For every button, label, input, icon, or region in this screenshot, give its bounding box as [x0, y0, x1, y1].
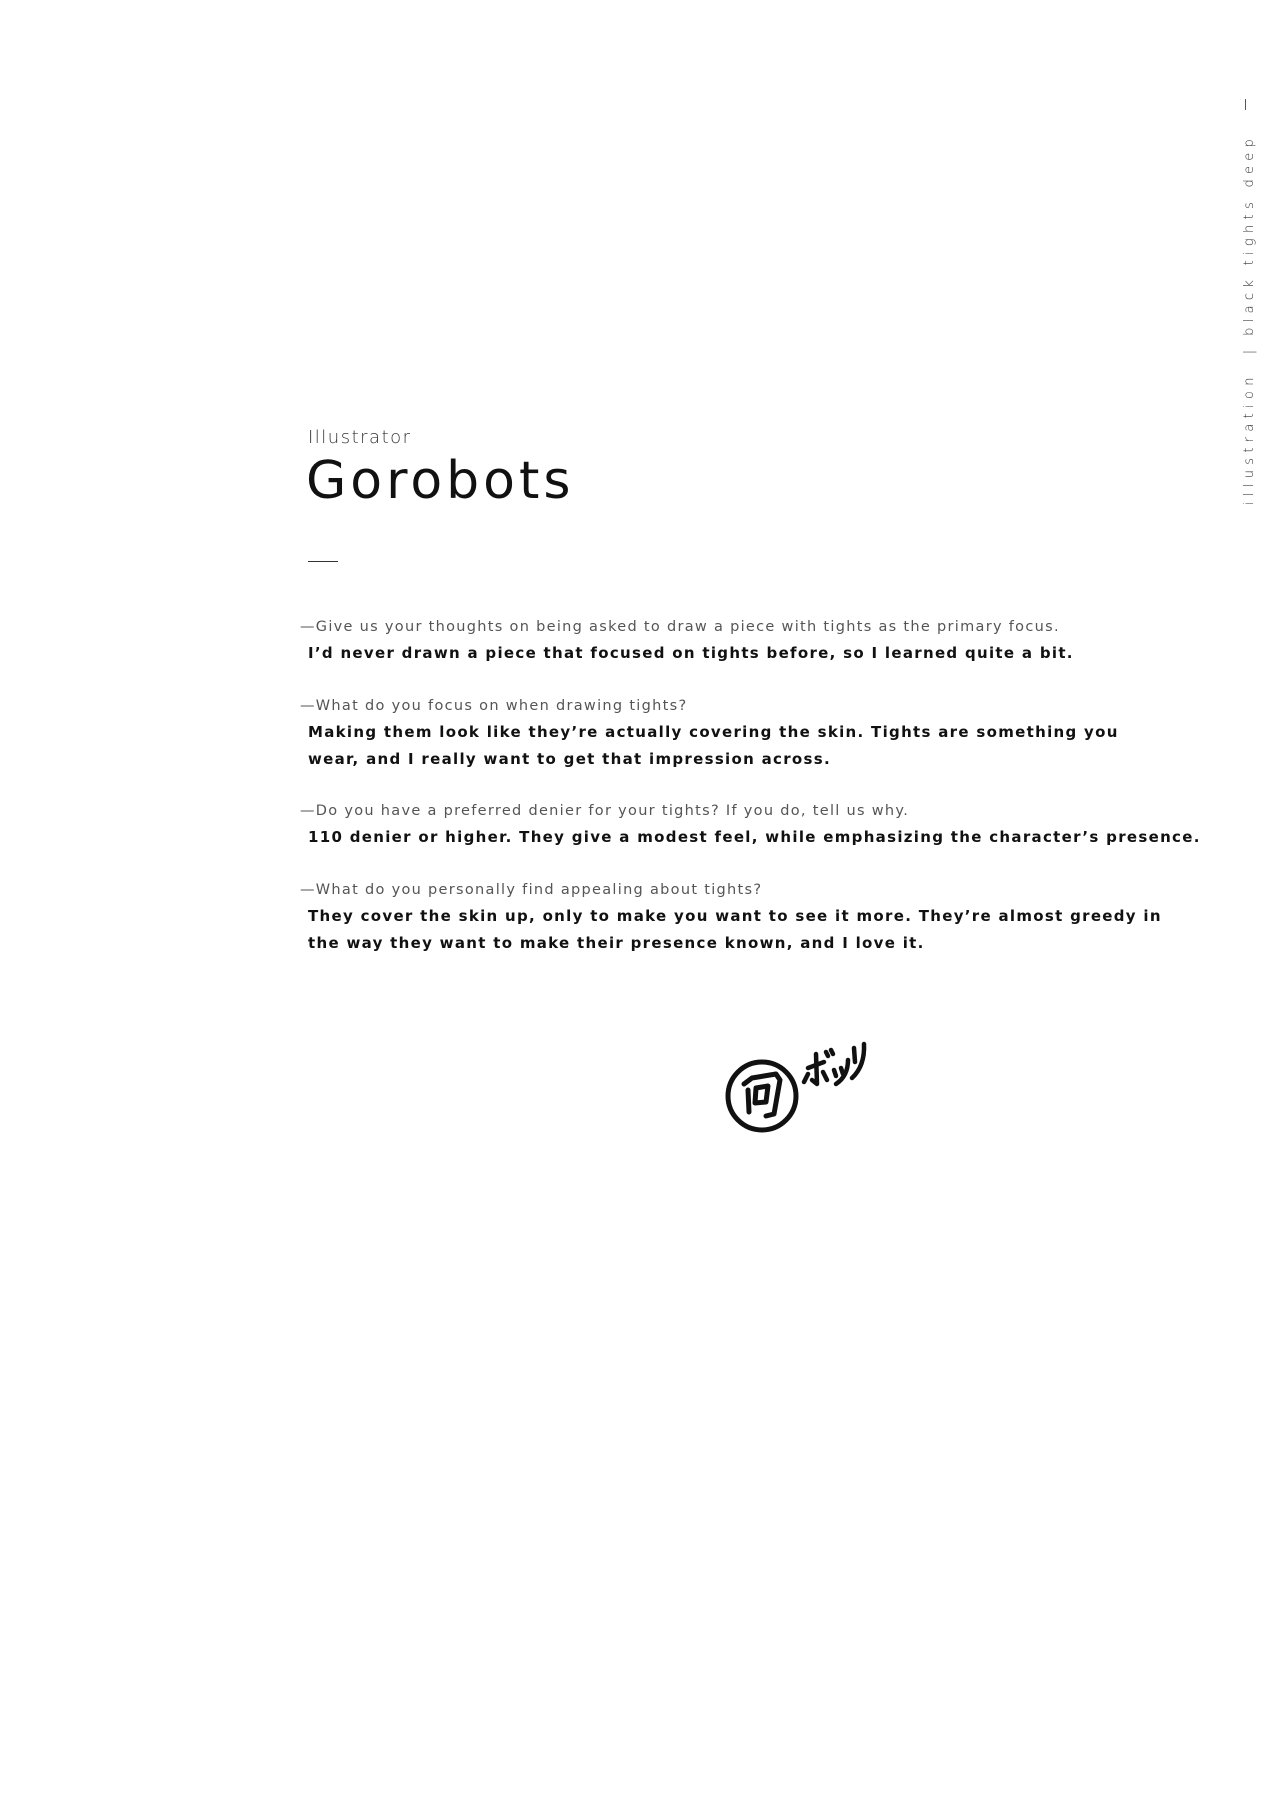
side-separator: |	[1242, 349, 1257, 355]
side-topic-label: black tights deep	[1242, 133, 1257, 336]
answer-2-line-1: Making them look like they’re actually covering the skin. Tights are something you	[308, 723, 1119, 741]
answer-4-line-1: They cover the skin up, only to make you want to see it more. They’re almost greedy in	[308, 907, 1162, 925]
artist-role: Illustrator	[308, 427, 412, 448]
question-1: —Give us your thoughts on being asked to draw a piece with tights as the primary focus.	[300, 619, 1060, 635]
answer-3-line-1: 110 denier or higher. They give a modest feel, while emphasizing the character’s presence.	[308, 828, 1201, 846]
signature-mark-left	[748, 1090, 749, 1112]
qa-block-2	[300, 693, 1119, 772]
answer-2-line-2: wear, and I really want to get that impression across.	[308, 749, 831, 768]
signature-katakana	[804, 1044, 864, 1084]
artist-name: Gorobots	[306, 451, 575, 511]
signature-circle	[728, 1062, 796, 1130]
side-label-text	[1242, 134, 1257, 505]
artist-signature-logo	[722, 1040, 872, 1140]
question-3: —Do you have a preferred denier for your tights? If you do, tell us why.	[300, 803, 910, 819]
qa-block-3	[300, 798, 1201, 851]
side-section-label: illustration	[1242, 372, 1257, 505]
qa-block-4	[300, 877, 1162, 956]
qa-block-1	[300, 614, 1074, 667]
signature-mark-inner	[755, 1086, 768, 1103]
answer-4-line-2: the way they want to make their presence known, and I love it.	[308, 933, 925, 952]
answer-1-line-1: I’d never drawn a piece that focused on tights before, so I learned quite a bit.	[308, 644, 1074, 662]
question-2: —What do you focus on when drawing tights?	[300, 698, 688, 714]
question-4: —What do you personally find appealing about tights?	[300, 882, 763, 898]
side-label	[1220, 95, 1260, 515]
title-divider	[308, 561, 338, 562]
